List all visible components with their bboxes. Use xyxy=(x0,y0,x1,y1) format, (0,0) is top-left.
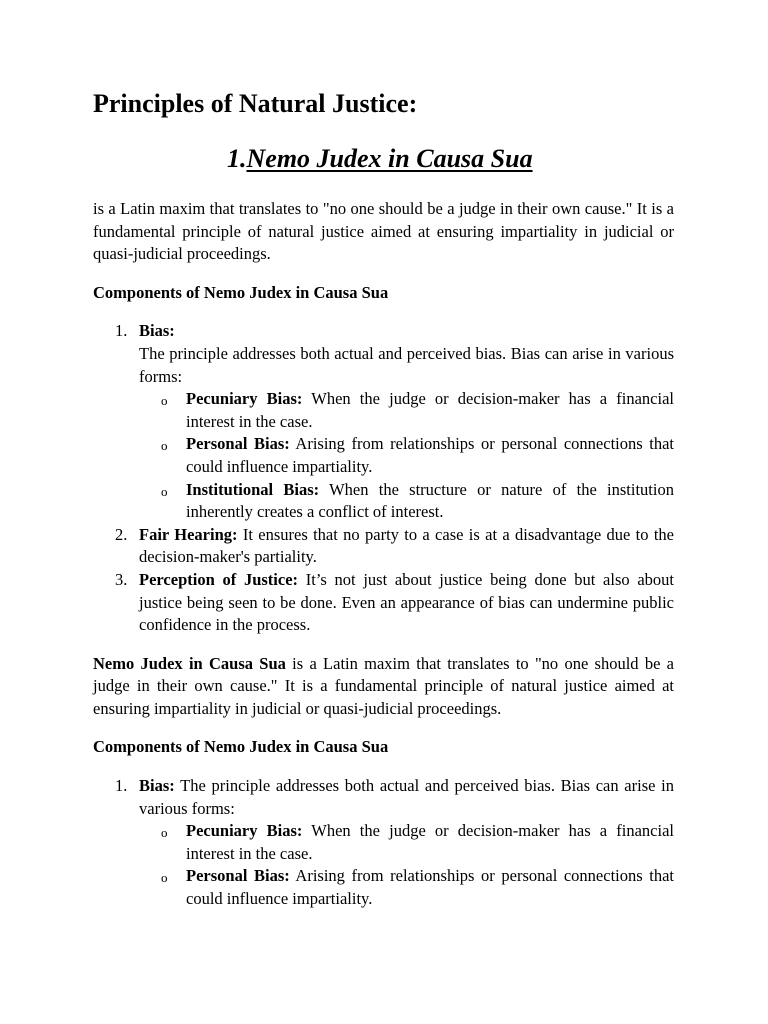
sub-text: When the structure or nature of the institution inherently creates a conflict of interest. xyxy=(186,479,674,522)
bullet-icon: o xyxy=(161,483,168,499)
item-label: Bias: xyxy=(139,776,175,796)
item-text: It’s not just about justice being done but also about justice being seen to be done. Even an appearance of bias can undermine public confidence in the process. xyxy=(139,569,674,635)
item-label: Bias: xyxy=(139,321,175,341)
sub-label: Personal Bias: xyxy=(186,434,290,454)
bullet-icon: o xyxy=(161,393,168,409)
list-marker: 2. xyxy=(115,524,128,544)
sub-label: Institutional Bias: xyxy=(186,479,320,499)
item-text: The principle addresses both actual and perceived bias. Bias can arise in various forms: xyxy=(139,776,674,818)
bullet-icon: o xyxy=(161,438,168,454)
bias-sublist-1 xyxy=(139,388,674,524)
sub-text: Arising from relationships or personal connections that could influence impartiality. xyxy=(186,866,674,909)
item-text: The principle addresses both actual and perceived bias. Bias can arise in various forms: xyxy=(139,343,674,386)
subtitle-text: Nemo Judex in Causa Sua xyxy=(246,144,533,173)
document-title: Principles of Natural Justice: xyxy=(93,89,418,118)
bias-sublist-2 xyxy=(139,820,674,910)
sub-label: Personal Bias: xyxy=(186,866,290,886)
list-item xyxy=(93,320,674,523)
list-item xyxy=(139,865,674,910)
bullet-icon: o xyxy=(161,870,168,886)
components-heading-1: Components of Nemo Judex in Causa Sua xyxy=(93,282,389,302)
sub-text: Arising from relationships or personal connections that could influence impartiality. xyxy=(186,434,674,476)
second-paragraph xyxy=(93,653,674,721)
list-item xyxy=(93,775,674,911)
sub-label: Pecuniary Bias: xyxy=(186,821,303,841)
sub-text: When the judge or decision-maker has a financial interest in the case. xyxy=(186,821,675,863)
list-item xyxy=(139,479,674,524)
section-subtitle xyxy=(93,142,674,176)
list-item xyxy=(93,524,674,569)
paragraph-lead: Nemo Judex in Causa Sua xyxy=(93,653,286,673)
sub-text: When the judge or decision-maker has a financial interest in the case. xyxy=(186,389,675,431)
bullet-icon: o xyxy=(161,825,168,841)
list-item xyxy=(139,388,674,433)
paragraph-text: is a Latin maxim that translates to "no one should be a judge in their own cause." It is a fundamental principle of natural justice aimed at ensuring impartiality in judicial or quasi-judicial proceedings. xyxy=(93,653,674,718)
item-label: Perception of Justice: xyxy=(139,569,299,589)
list-item xyxy=(139,433,674,478)
components-list-2 xyxy=(93,775,674,911)
document-page xyxy=(93,86,674,911)
item-text: It ensures that no party to a case is at a disadvantage due to the decision-maker's partiality. xyxy=(139,524,674,567)
components-heading-2: Components of Nemo Judex in Causa Sua xyxy=(93,737,389,757)
sub-label: Pecuniary Bias: xyxy=(186,389,303,409)
item-label: Fair Hearing: xyxy=(139,524,238,544)
intro-paragraph: is a Latin maxim that translates to "no one should be a judge in their own cause." It is a fundamental principle of natural justice aimed at ensuring impartiality in judicial or quasi-judicial proceedings. xyxy=(93,199,674,264)
subtitle-number: 1. xyxy=(227,144,247,173)
list-marker: 1. xyxy=(115,321,128,341)
components-list-1 xyxy=(93,320,674,636)
list-item xyxy=(139,820,674,865)
list-marker: 1. xyxy=(115,776,128,796)
list-item xyxy=(93,569,674,637)
list-marker: 3. xyxy=(115,569,128,589)
